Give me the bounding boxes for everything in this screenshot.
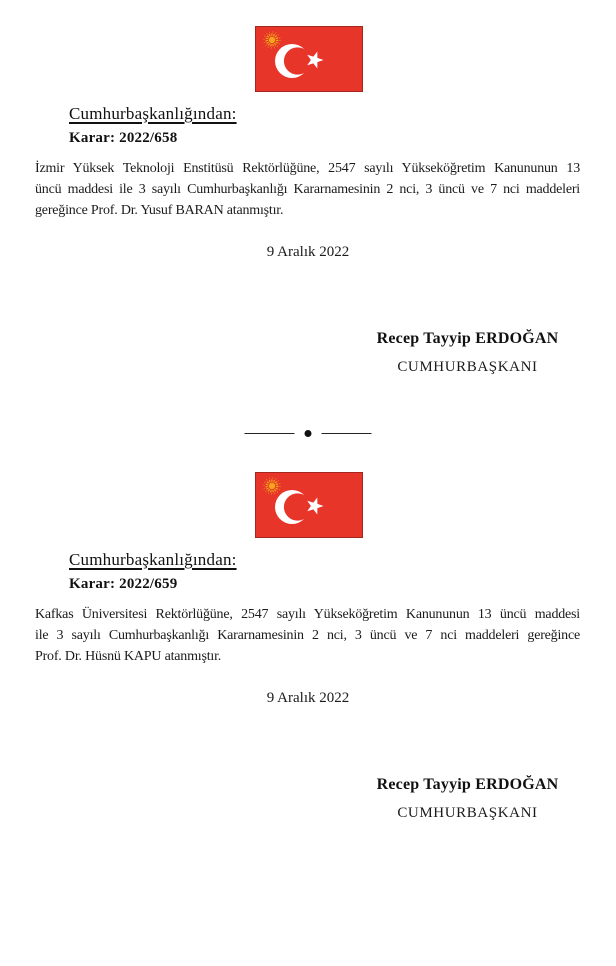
- decree-body: [35, 604, 580, 667]
- separator-line: [322, 433, 372, 434]
- decree-section-658: [0, 0, 616, 446]
- decree-section-659: [0, 446, 616, 892]
- body-line: Kafkas Üniversitesi Rektörlüğüne, 2547 sayılı Yükseköğretim Kanununun 13 üncü maddesi: [35, 607, 580, 622]
- body-line: üncü maddesi ile 3 sayılı Cumhurbaşkanlığı Kararnamesinin 2 nci, 3 üncü ve 7 nci maddeleri: [35, 182, 580, 197]
- body-line: Prof. Dr. Hüsnü KAPU atanmıştır.: [35, 649, 222, 664]
- signer-name: Recep Tayyip ERDOĞAN: [376, 776, 559, 793]
- signer-title: CUMHURBAŞKANI: [397, 805, 538, 821]
- decree-body: [35, 158, 580, 221]
- signature-block: [360, 776, 575, 822]
- signer-name: Recep Tayyip ERDOĞAN: [376, 330, 559, 347]
- signer-title: CUMHURBAŞKANI: [397, 359, 538, 375]
- decree-date: 9 Aralık 2022: [266, 244, 350, 260]
- body-line: gereğince Prof. Dr. Yusuf BARAN atanmıştır.: [35, 203, 284, 218]
- decree-date: 9 Aralık 2022: [266, 690, 350, 706]
- separator-dot-icon: [305, 430, 312, 437]
- signature-block: [360, 330, 575, 376]
- section-separator: [245, 430, 372, 437]
- decision-number: Karar: 2022/659: [69, 576, 178, 592]
- body-line: ile 3 sayılı Cumhurbaşkanlığı Kararnamesinin 2 nci, 3 üncü ve 7 nci maddeleri gereğince: [35, 628, 580, 643]
- authority-heading: Cumhurbaşkanlığından:: [69, 550, 237, 569]
- turkish-presidential-flag-icon: [255, 26, 363, 92]
- body-line: İzmir Yüksek Teknoloji Enstitüsü Rektörlüğüne, 2547 sayılı Yükseköğretim Kanununun 13: [35, 161, 580, 176]
- decision-number: Karar: 2022/658: [69, 130, 178, 146]
- authority-heading: Cumhurbaşkanlığından:: [69, 104, 237, 123]
- separator-line: [245, 433, 295, 434]
- turkish-presidential-flag-icon: [255, 472, 363, 538]
